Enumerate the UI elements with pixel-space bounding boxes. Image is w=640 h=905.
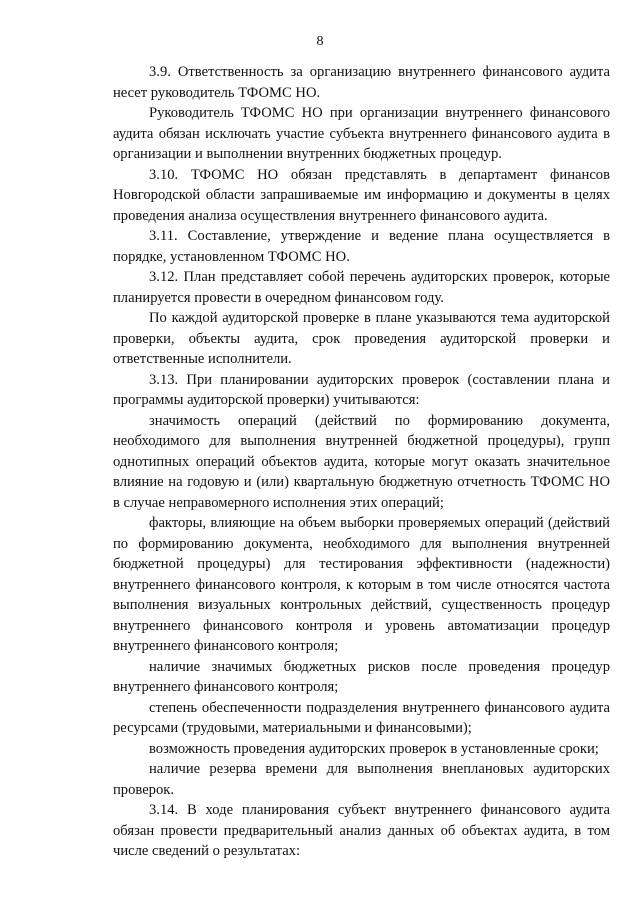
paragraph: наличие резерва времени для выполнения внеплановых аудиторских проверок. [113, 761, 610, 798]
paragraph: возможность проведения аудиторских проверок в установленные сроки; [149, 740, 599, 757]
paragraph: 3.14. В ходе планирования субъект внутреннего финансового аудита обязан провести предварительный анализ данных об объектах аудита, в том числе сведений о результатах: [113, 802, 610, 859]
paragraph: значимость операций (действий по формированию документа, необходимого для выполнения внутренней бюджетной процедуры), групп однотипных операций объектов аудита, которые могут оказать значительное влияние на годовую и (или) квартальную бюджетную отчетность ТФОМС НО в случае неправомерного исполнения этих операций; [113, 412, 610, 511]
paragraph: факторы, влияющие на объем выборки проверяемых операций (действий по формированию документа, необходимого для выполнения внутренней бюджетной процедуры) для тестирования эффективности (надежности) внутреннего финансового контроля, к которым в том числе относятся частота выполнения визуальных контрольных действий, существенность процедур внутреннего финансового контроля и уровень автоматизации процедур внутреннего финансового контроля; [113, 515, 610, 654]
paragraph: 3.13. При планировании аудиторских проверок (составлении плана и программы аудиторской проверки) учитываются: [113, 371, 610, 408]
paragraph: 3.11. Составление, утверждение и ведение плана осуществляется в порядке, установленном ТФОМС НО. [113, 228, 610, 265]
paragraph: наличие значимых бюджетных рисков после проведения процедур внутреннего финансового контроля; [113, 658, 610, 695]
paragraph: 3.12. План представляет собой перечень аудиторских проверок, которые планируется провести в очередном финансовом году. [113, 269, 610, 306]
paragraph: 3.10. ТФОМС НО обязан представлять в департамент финансов Новгородской области запрашиваемые им информацию и документы в целях проведения анализа осуществления внутреннего финансового аудита. [113, 166, 610, 224]
paragraph: степень обеспеченности подразделения внутреннего финансового аудита ресурсами (трудовыми, материальными и финансовыми); [113, 699, 610, 736]
paragraph: По каждой аудиторской проверке в плане указываются тема аудиторской проверки, объекты аудита, срок проведения аудиторской проверки и ответственные исполнители. [113, 310, 610, 367]
page-number: 8 [316, 34, 324, 49]
document-body [113, 62, 610, 862]
paragraph: 3.9. Ответственность за организацию внутреннего финансового аудита несет руководитель ТФОМС НО. [113, 64, 610, 101]
paragraph: Руководитель ТФОМС НО при организации внутреннего финансового аудита обязан исключать участие субъекта внутреннего финансового аудита в организации и выполнении внутренних бюджетных процедур. [113, 105, 610, 162]
